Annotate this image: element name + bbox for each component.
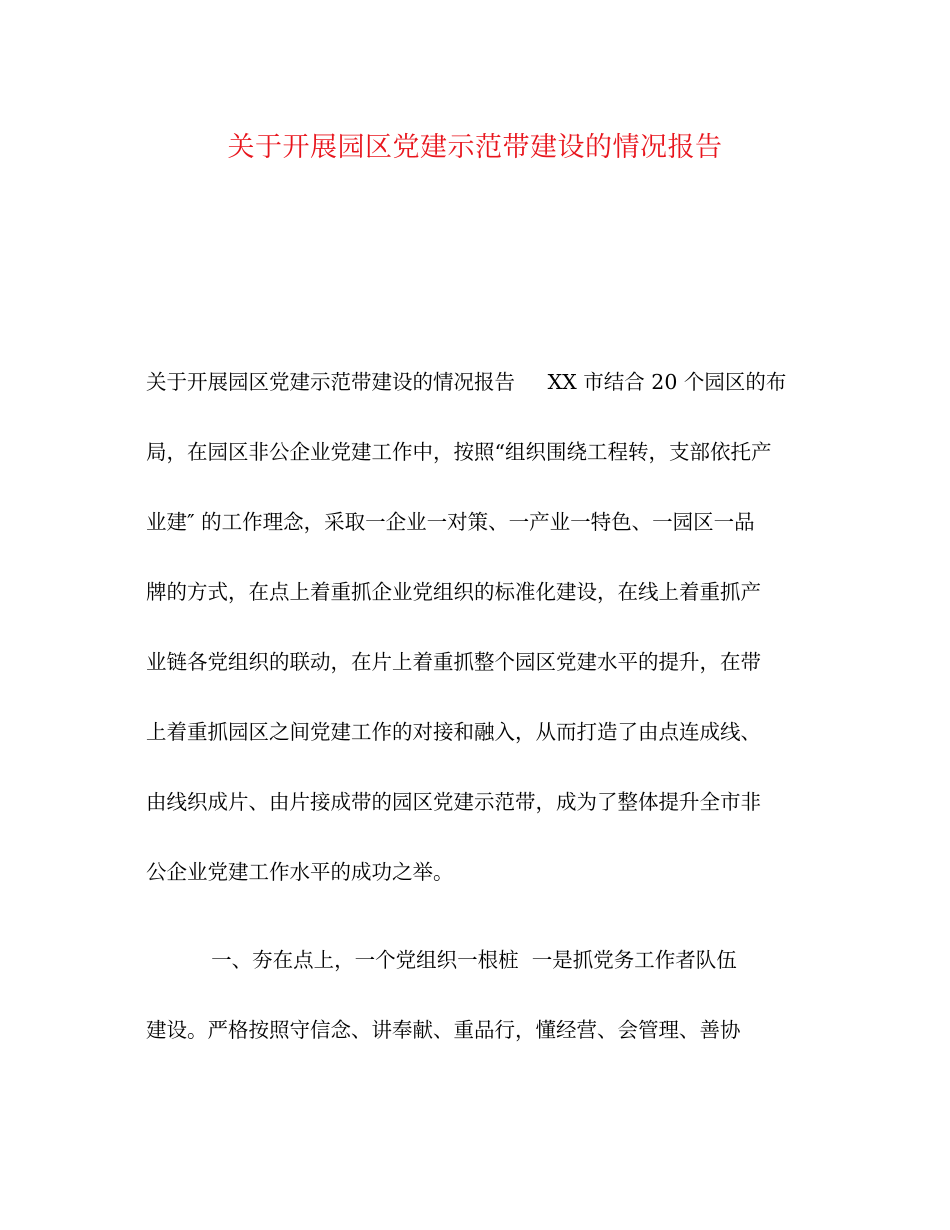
body-line: 上着重抓园区之间党建工作的对接和融入，从而打造了由点连成线、 xyxy=(146,720,761,744)
body-line: 公企业党建工作水平的成功之举。 xyxy=(146,860,454,884)
document-title: 关于开展园区党建示范带建设的情况报告 xyxy=(227,132,723,163)
body-line: 业链各党组织的联动，在片上着重抓整个园区党建水平的提升，在带 xyxy=(146,650,761,674)
body-line: 建设。严格按照守信念、讲奉献、重品行，懂经营、会管理、善协 xyxy=(146,1018,741,1042)
body-line: 业建″ 的工作理念，采取一企业一对策、一产业一特色、一园区一品 xyxy=(146,510,755,534)
body-line: 牌的方式，在点上着重抓企业党组织的标准化建设，在线上着重抓产 xyxy=(146,580,761,604)
body-line: 由线织成片、由片接成带的园区党建示范带，成为了整体提升全市非 xyxy=(146,790,761,814)
body-line: 局，在园区非公企业党建工作中，按照“组织围绕工程转，支部依托产 xyxy=(146,440,772,464)
body-line: 关于开展园区党建示范带建设的情况报告 XX 市结合 20 个园区的布 xyxy=(146,370,787,394)
body-line: 一、夯在点上，一个党组织一根桩 一是抓党务工作者队伍 xyxy=(146,948,737,972)
